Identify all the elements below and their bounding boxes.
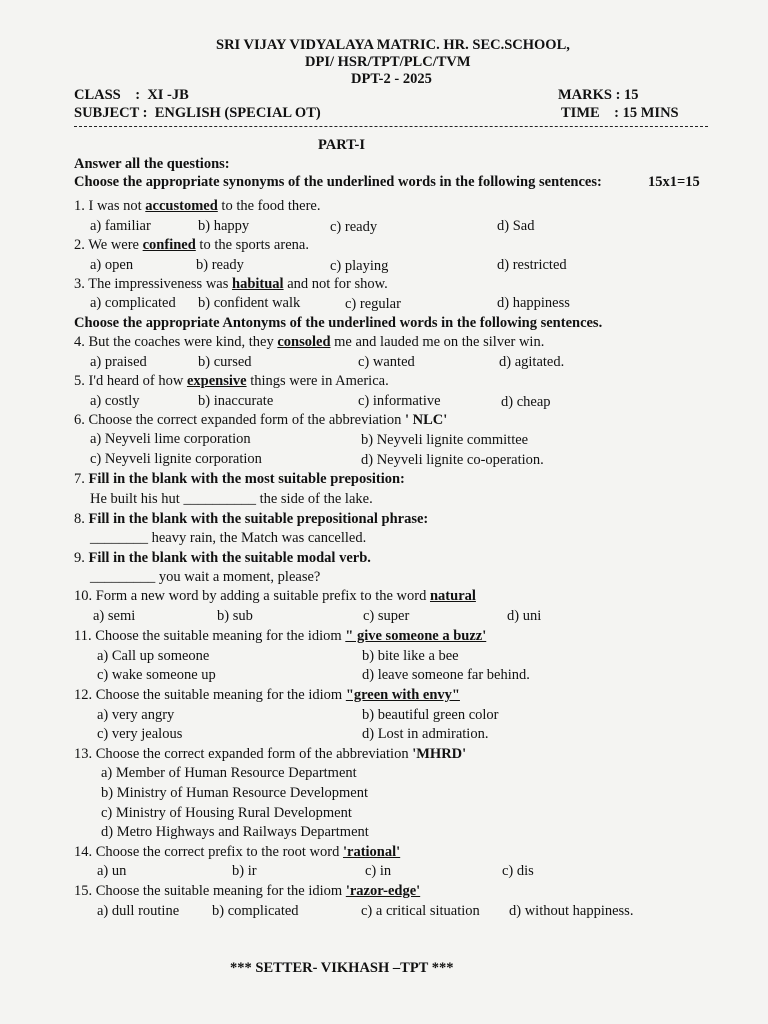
class-label: CLASS : XI -JB: [74, 87, 189, 103]
q4-option-d: d) agitated.: [499, 354, 565, 370]
q6-option-b: b) Neyveli lignite committee: [361, 432, 529, 448]
q9-blank-line: _________ you wait a moment, please?: [90, 569, 321, 585]
question-12: 12. Choose the suitable meaning for the idiom "green with envy": [74, 687, 460, 703]
q1-option-c: c) ready: [330, 219, 378, 235]
q11-option-d: d) leave someone far behind.: [362, 667, 530, 683]
underlined-idiom: " give someone a buzz': [345, 628, 487, 644]
q2-option-c: c) playing: [330, 258, 389, 274]
q13-option-a: a) Member of Human Resource Department: [101, 765, 357, 781]
q10-option-c: c) super: [363, 608, 410, 624]
q11-option-c: c) wake someone up: [97, 667, 216, 683]
q15-option-d: d) without happiness.: [509, 903, 634, 919]
underlined-idiom: "green with envy": [345, 687, 460, 703]
q3-option-b: b) confident walk: [198, 295, 301, 311]
marks-distribution: 15x1=15: [648, 174, 700, 190]
question-11: 11. Choose the suitable meaning for the idiom " give someone a buzz': [74, 628, 487, 644]
q1-option-d: d) Sad: [497, 218, 535, 234]
q14-option-b: b) ir: [232, 863, 257, 879]
question-7: 7. Fill in the blank with the most suitable preposition:: [74, 471, 405, 487]
school-name: SRI VIJAY VIDYALAYA MATRIC. HR. SEC.SCHOOL,: [216, 37, 570, 53]
instruction-all: Answer all the questions:: [74, 156, 230, 172]
exam-name: DPT-2 - 2025: [351, 71, 432, 87]
q12-option-b: b) beautiful green color: [362, 707, 499, 723]
q12-option-c: c) very jealous: [97, 726, 183, 742]
q15-option-c: c) a critical situation: [361, 903, 480, 919]
q5-option-c: c) informative: [358, 393, 441, 409]
q5-option-d: d) cheap: [501, 394, 551, 410]
underlined-word: expensive: [186, 373, 247, 389]
abbreviation: 'MHRD': [412, 746, 467, 762]
marks-label: MARKS : 15: [558, 87, 639, 103]
q10-option-d: d) uni: [507, 608, 542, 624]
q3-option-a: a) complicated: [90, 295, 176, 311]
q4-option-b: b) cursed: [198, 354, 252, 370]
q15-option-a: a) dull routine: [97, 903, 180, 919]
header-divider: [74, 126, 708, 127]
question-4: 4. But the coaches were kind, they consoled me and lauded me on the silver win.: [74, 334, 545, 350]
question-10: 10. Form a new word by adding a suitable prefix to the word natural: [74, 588, 476, 604]
q4-option-c: c) wanted: [358, 354, 415, 370]
part-title: PART-I: [318, 137, 366, 153]
question-2: 2. We were confined to the sports arena.: [74, 237, 309, 253]
underlined-word: habitual: [232, 276, 284, 292]
q3-option-d: d) happiness: [497, 295, 570, 311]
question-9: 9. Fill in the blank with the suitable modal verb.: [74, 550, 371, 566]
q14-option-d: c) dis: [502, 863, 534, 879]
q8-blank-line: ________ heavy rain, the Match was cancelled.: [90, 530, 367, 546]
question-6: 6. Choose the correct expanded form of the abbreviation ' NLC': [74, 412, 448, 428]
question-14: 14. Choose the correct prefix to the root word 'rational': [74, 844, 401, 860]
q6-option-c: c) Neyveli lignite corporation: [90, 451, 262, 467]
question-3: 3. The impressiveness was habitual and not for show.: [74, 276, 388, 292]
q4-option-a: a) praised: [90, 354, 147, 370]
q13-option-b: b) Ministry of Human Resource Development: [101, 785, 368, 801]
q10-option-a: a) semi: [93, 608, 136, 624]
q1-option-b: b) happy: [198, 218, 250, 234]
q6-option-d: d) Neyveli lignite co-operation.: [361, 452, 544, 468]
q10-option-b: b) sub: [217, 608, 253, 624]
time-label: TIME : 15 MINS: [561, 105, 679, 121]
q2-option-d: d) restricted: [497, 257, 567, 273]
q5-option-a: a) costly: [90, 393, 140, 409]
branches: DPI/ HSR/TPT/PLC/TVM: [305, 54, 471, 70]
q7-blank-line: He built his hut __________ the side of the lake.: [90, 491, 373, 507]
q12-option-d: d) Lost in admiration.: [362, 726, 489, 742]
q13-option-c: c) Ministry of Housing Rural Development: [101, 805, 352, 821]
q14-option-a: a) un: [97, 863, 127, 879]
q13-option-d: d) Metro Highways and Railways Department: [101, 824, 369, 840]
q14-option-c: c) in: [365, 863, 392, 879]
q12-option-a: a) very angry: [97, 707, 175, 723]
underlined-word: 'rational': [342, 844, 401, 860]
instruction-synonyms: Choose the appropriate synonyms of the underlined words in the following sentences:: [74, 174, 602, 190]
abbreviation: ' NLC': [404, 412, 448, 428]
underlined-word: natural: [429, 588, 476, 604]
question-15: 15. Choose the suitable meaning for the idiom 'razor-edge': [74, 883, 421, 899]
underlined-word: confined: [142, 237, 196, 253]
q3-option-c: c) regular: [345, 296, 401, 312]
q5-option-b: b) inaccurate: [198, 393, 274, 409]
q15-option-b: b) complicated: [212, 903, 299, 919]
question-5: 5. I'd heard of how expensive things were in America.: [74, 373, 389, 389]
q2-option-a: a) open: [90, 257, 134, 273]
q11-option-a: a) Call up someone: [97, 648, 210, 664]
q2-option-b: b) ready: [196, 257, 244, 273]
setter-footer: *** SETTER- VIKHASH –TPT ***: [230, 960, 454, 976]
q1-option-a: a) familiar: [90, 218, 151, 234]
question-13: 13. Choose the correct expanded form of the abbreviation 'MHRD': [74, 746, 467, 762]
subject-label: SUBJECT : ENGLISH (SPECIAL OT): [74, 105, 321, 121]
q11-option-b: b) bite like a bee: [362, 648, 459, 664]
underlined-word: consoled: [277, 334, 331, 350]
underlined-word: accustomed: [145, 198, 218, 214]
underlined-idiom: 'razor-edge': [345, 883, 421, 899]
question-1: 1. I was not accustomed to the food there.: [74, 198, 321, 214]
question-8: 8. Fill in the blank with the suitable prepositional phrase:: [74, 511, 429, 527]
q6-option-a: a) Neyveli lime corporation: [90, 431, 251, 447]
instruction-antonyms: Choose the appropriate Antonyms of the underlined words in the following sentences.: [74, 315, 603, 331]
